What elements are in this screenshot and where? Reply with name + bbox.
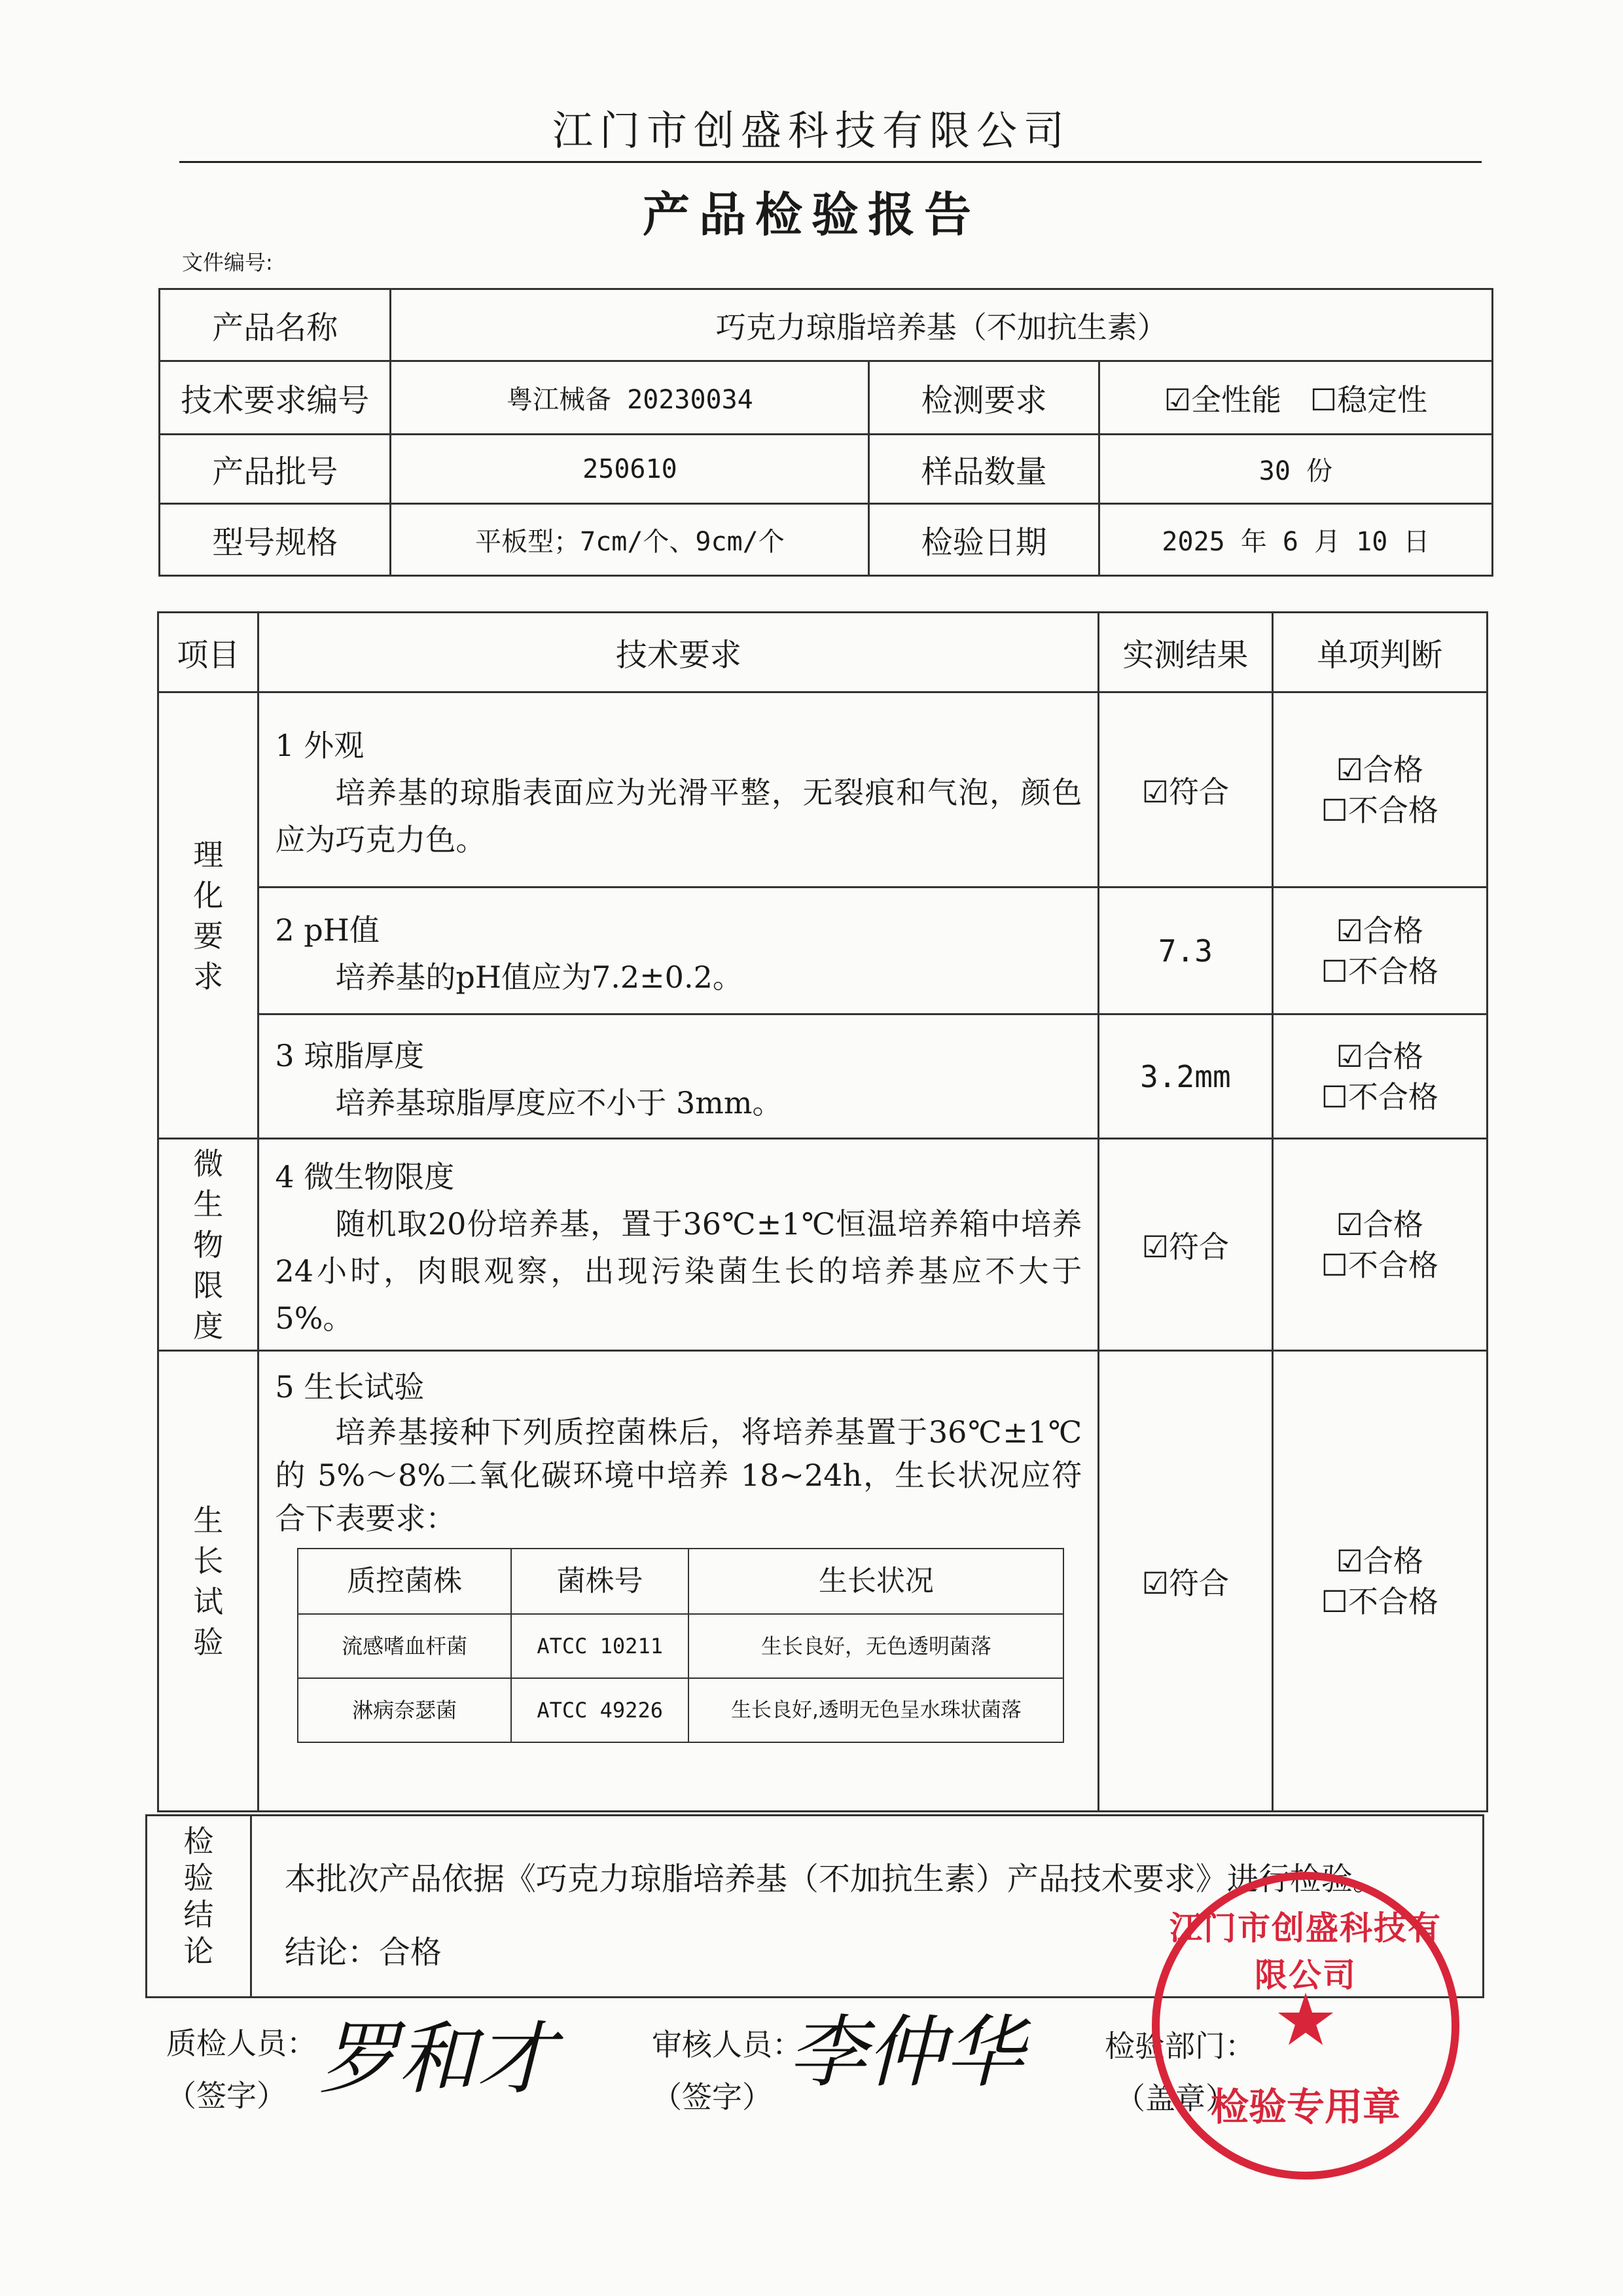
col-header-judgment: 单项判断 (1272, 613, 1487, 692)
test-date-label: 检验日期 (869, 504, 1099, 576)
company-name: 江门市创盛科技有限公司 (552, 107, 1071, 154)
result-cell: 7.3 (1099, 888, 1272, 1014)
item-title: 1 外观 (275, 727, 365, 763)
strain-col-header: 生长状况 (688, 1549, 1063, 1614)
requirement-appearance (259, 692, 1099, 888)
item-body: 培养基琼脂厚度应不小于 3mm。 (335, 1085, 783, 1121)
inspector-note: （签字） (166, 2078, 287, 2113)
judgment-cell: ☑合格 ☐不合格 (1272, 1351, 1487, 1812)
header-rule (179, 161, 1482, 163)
table-row (298, 1614, 1063, 1678)
requirement-microbial-limit (259, 1139, 1099, 1351)
strain-name: 流感嗜血杆菌 (298, 1614, 510, 1678)
result-cell: ☑符合 (1099, 1351, 1272, 1812)
table-row (298, 1678, 1063, 1742)
item-title: 3 琼脂厚度 (275, 1037, 425, 1073)
table-row (158, 1351, 1488, 1812)
table-row (158, 692, 1488, 888)
test-req-label: 检测要求 (869, 361, 1099, 435)
test-req-value (1099, 361, 1492, 435)
table-row (158, 1139, 1488, 1351)
strain-table (297, 1548, 1064, 1743)
full-performance-checkbox: ☑全性能 (1164, 382, 1281, 418)
product-name-value: 巧克力琼脂培养基（不加抗生素） (391, 289, 1493, 361)
item-title: 4 微生物限度 (275, 1158, 455, 1194)
strain-growth: 生长良好,透明无色呈水珠状菌落 (688, 1678, 1063, 1742)
model-label: 型号规格 (160, 504, 391, 576)
item-body: 培养基的pH值应为7.2±0.2。 (335, 959, 743, 995)
col-header-result: 实测结果 (1099, 613, 1272, 692)
inspection-seal (1152, 1872, 1459, 2179)
sample-qty-value: 30 份 (1099, 435, 1492, 504)
table-row (158, 888, 1488, 1014)
tech-req-no-label: 技术要求编号 (160, 361, 391, 435)
item-body: 随机取20份培养基，置于36℃±1℃恒温培养箱中培养24小时，肉眼观察，出现污染菌生长的培养基应不大于5%。 (275, 1206, 1082, 1336)
inspector-label: 质检人员： (166, 2026, 317, 2061)
tech-req-no-value: 粤江械备 20230034 (391, 361, 869, 435)
item-body: 培养基接种下列质控菌株后，将培养基置于36℃±1℃的 5%～8%二氧化碳环境中培养 18~24h，生长状况应符合下表要求： (275, 1414, 1082, 1536)
inspector-signature-block (166, 2017, 317, 2122)
sample-qty-label: 样品数量 (869, 435, 1099, 504)
conclusion-result: 结论：合格 (284, 1934, 442, 1971)
stability-checkbox: ☐稳定性 (1310, 382, 1428, 418)
product-info-table (158, 288, 1493, 577)
result-cell: ☑符合 (1099, 692, 1272, 888)
category-physchem: 理 化 要 求 (158, 692, 259, 1139)
requirement-growth-test (259, 1351, 1099, 1812)
requirement-thickness (259, 1014, 1099, 1139)
inspector-signature: 罗和才 (319, 2014, 555, 2105)
col-header-item: 项目 (158, 613, 259, 692)
requirement-ph (259, 888, 1099, 1014)
reviewer-note: （签字） (652, 2079, 772, 2115)
judgment-cell: ☑合格 ☐不合格 (1272, 888, 1487, 1014)
category-microbial: 微 生 物 限 度 (158, 1139, 259, 1351)
strain-growth: 生长良好，无色透明菌落 (688, 1614, 1063, 1678)
judgment-cell: ☑合格 ☐不合格 (1272, 1139, 1487, 1351)
item-body: 培养基的琼脂表面应为光滑平整，无裂痕和气泡，颜色应为巧克力色。 (275, 774, 1082, 857)
item-title: 2 pH值 (275, 912, 380, 948)
reviewer-signature-block (652, 2018, 802, 2123)
item-title: 5 生长试验 (275, 1369, 425, 1405)
strain-id: ATCC 49226 (511, 1678, 689, 1742)
inspection-table (157, 611, 1488, 1812)
report-title: 产品检验报告 (642, 187, 980, 242)
col-header-requirement: 技术要求 (259, 613, 1099, 692)
reviewer-label: 审核人员： (652, 2027, 802, 2062)
judgment-cell: ☑合格 ☐不合格 (1272, 692, 1487, 888)
seal-star-icon: ★ (1273, 1978, 1338, 2062)
reviewer-signature: 李仲华 (788, 2007, 1024, 2098)
batch-label: 产品批号 (160, 435, 391, 504)
strain-name: 淋病奈瑟菌 (298, 1678, 510, 1742)
test-date-value: 2025 年 6 月 10 日 (1099, 504, 1492, 576)
strain-col-header: 菌株号 (511, 1549, 689, 1614)
seal-arc-text: 江门市创盛科技有限公司 (1169, 1909, 1442, 1994)
judgment-cell: ☑合格 ☐不合格 (1272, 1014, 1487, 1139)
file-number-label: 文件编号: (182, 250, 273, 275)
conclusion-label: 检 验 结 论 (147, 1816, 251, 1998)
strain-id: ATCC 10211 (511, 1614, 689, 1678)
conclusion-statement: 本批次产品依据《巧克力琼脂培养基（不加抗生素）产品技术要求》进行检验。 (284, 1861, 1384, 1897)
table-row (158, 1014, 1488, 1139)
result-cell: ☑符合 (1099, 1139, 1272, 1351)
category-growth: 生 长 试 验 (158, 1351, 259, 1812)
dept-label: 检验部门： (1105, 2028, 1255, 2064)
model-value: 平板型；7cm/个、9cm/个 (391, 504, 869, 576)
strain-col-header: 质控菌株 (298, 1549, 510, 1614)
result-cell: 3.2mm (1099, 1014, 1272, 1139)
seal-center-text: 检验专用章 (1210, 2085, 1400, 2129)
batch-value: 250610 (391, 435, 869, 504)
dept-note: （盖章） (1115, 2081, 1236, 2116)
product-name-label: 产品名称 (160, 289, 391, 361)
